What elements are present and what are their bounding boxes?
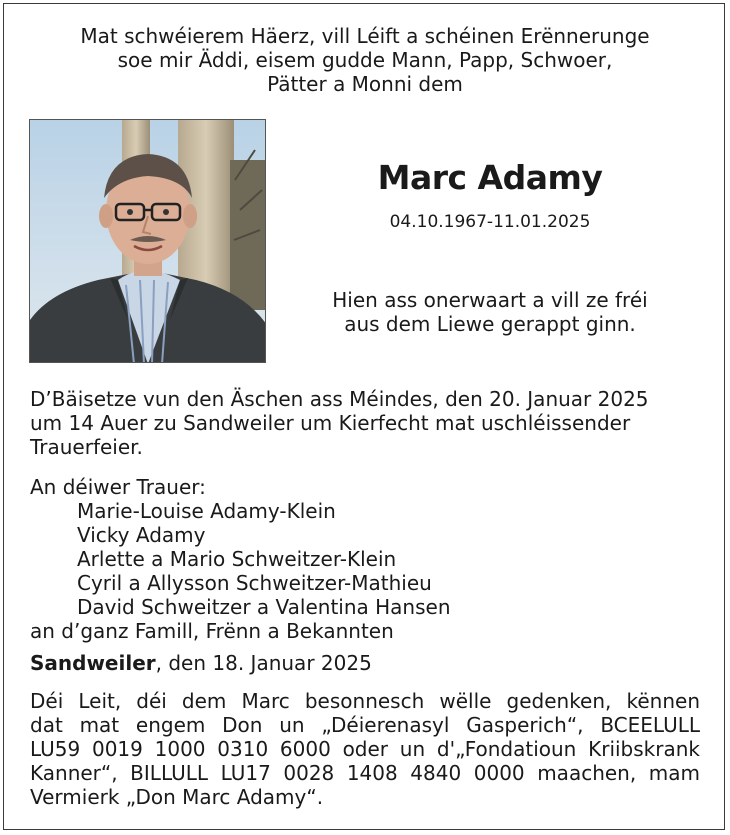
- memorial-quote: [290, 288, 690, 336]
- donation-line: Déi Leit, déi dem Marc besonnesch wëlle gedenken, kënnen: [30, 689, 700, 713]
- mourner-name: Vicky Adamy: [77, 523, 206, 547]
- mourner-name: Cyril a Allysson Schweitzer-Mathieu: [77, 571, 432, 595]
- deceased-name: Marc Adamy: [377, 158, 603, 197]
- mourners-heading: An déiwer Trauer:: [30, 475, 206, 499]
- notice-date: , den 18. Januar 2025: [155, 651, 372, 675]
- quote-line: aus dem Liewe gerappt ginn.: [344, 312, 636, 336]
- life-dates: 04.10.1967-11.01.2025: [389, 212, 591, 232]
- quote-line: Hien ass onerwaart a vill ze fréi: [332, 288, 648, 312]
- mourner-name: David Schweitzer a Valentina Hansen: [77, 595, 451, 619]
- funeral-line: Trauerfeier.: [30, 435, 143, 459]
- funeral-details: [30, 387, 649, 459]
- mourner-name: Arlette a Mario Schweitzer-Klein: [77, 547, 397, 571]
- mourner-name: Marie-Louise Adamy-Klein: [77, 499, 336, 523]
- portrait-image: [30, 120, 266, 363]
- intro-line: Pätter a Monni dem: [267, 72, 463, 96]
- donation-request: [30, 689, 700, 809]
- funeral-line: um 14 Auer zu Sandweiler um Kierfecht mat uschléissender: [30, 411, 631, 435]
- place-and-date: [30, 651, 372, 675]
- mourners-list: [30, 475, 451, 643]
- donation-line: Vermierk „Don Marc Adamy“.: [30, 785, 324, 809]
- mourners-closing: an d’ganz Famill, Frënn a Bekannten: [30, 619, 394, 643]
- donation-line: dat mat engem Don un „Déierenasyl Gasperich“, BCEELULL: [30, 713, 700, 737]
- funeral-line: D’Bäisetze vun den Äschen ass Méindes, den 20. Januar 2025: [30, 387, 649, 411]
- intro-line: Mat schwéierem Häerz, vill Léift a schéinen Erënnerunge: [80, 24, 650, 48]
- donation-line: LU59 0019 1000 0310 6000 oder un d'„Fondatioun Kriibskrank: [30, 737, 700, 761]
- portrait-photo: [29, 119, 266, 363]
- intro-text: [0, 24, 730, 96]
- place-name: Sandweiler: [30, 651, 156, 675]
- intro-line: soe mir Äddi, eisem gudde Mann, Papp, Schwoer,: [117, 48, 613, 72]
- donation-line: Kanner“, BILLULL LU17 0028 1408 4840 0000 maachen, mam: [30, 761, 700, 785]
